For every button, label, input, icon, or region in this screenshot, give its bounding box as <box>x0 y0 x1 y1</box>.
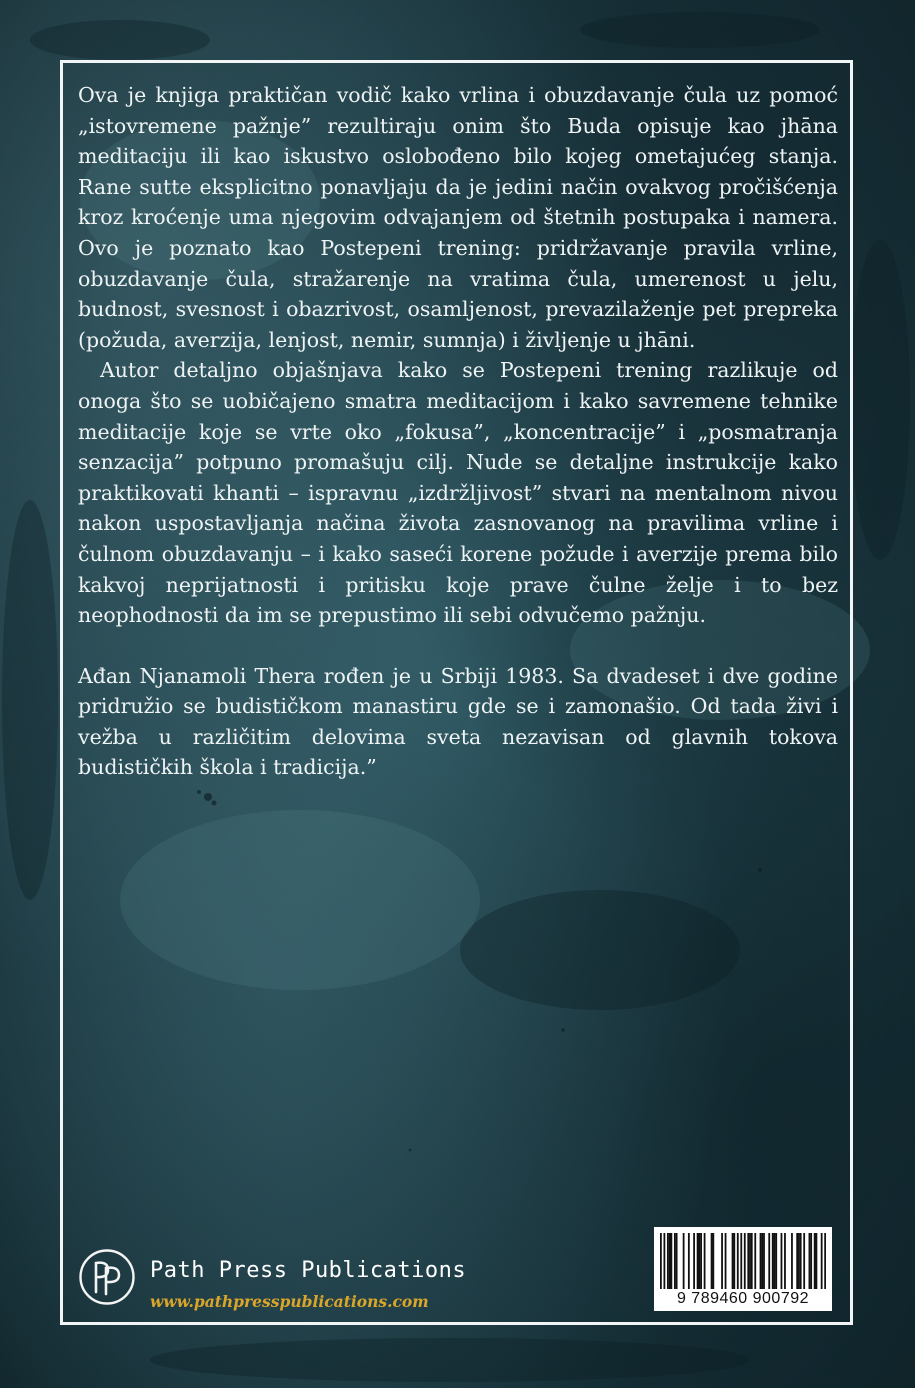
barcode-bar <box>747 1233 749 1289</box>
barcode-bar <box>791 1233 793 1289</box>
publisher-name: Path Press Publications <box>150 1258 467 1283</box>
barcode-bar <box>800 1233 802 1289</box>
barcode-bar <box>816 1233 818 1289</box>
barcode-bar <box>704 1233 706 1289</box>
barcode-bar <box>663 1233 665 1289</box>
description-paragraph-2: Autor detaljno objašnjava kako se Postepeni trening razlikuje od onoga što se uobičajeno smatra meditacijom i kako savremene tehnike meditacije koje se vrte oko „fokusa”, „koncentracije” i „posmatranja senzacija” potpuno promašuju cilj. Nude se detaljne instrukcije kako praktikovati khanti – ispravnu „izdržljivost” stvari na mentalnom nivou nakon uspostavljanja načina života zasnovanog na pravilima vrline i čulnom obuzdavanju – i kako saseći korene požude i averzije prema bilo kakvoj neprijatnosti i pritisku koje prave čulne želje i to bez neophodnosti da im se prepustimo ili sebi odvučemo pažnju. <box>78 358 838 628</box>
barcode-bar <box>725 1233 727 1289</box>
barcode-bar <box>697 1233 699 1289</box>
barcode-bars <box>660 1233 826 1289</box>
barcode-bar <box>667 1233 669 1289</box>
barcode-bar <box>763 1233 765 1289</box>
author-bio: Ađan Njanamoli Thera rođen je u Srbiji 1983. Sa dvadeset i dve godine pridružio se budističkom manastiru gde se i zamonašio. Od tada živi i vežba u različitim delovima sveta nezavisan od glavnih tokova budističkih škola i tradicija.” <box>78 663 838 780</box>
barcode-bar <box>761 1233 763 1289</box>
barcode-bar <box>740 1233 742 1289</box>
barcode-bar <box>737 1233 739 1289</box>
barcode-bar <box>669 1233 671 1289</box>
pp-monogram-seal-icon <box>78 1248 136 1306</box>
barcode-bar <box>712 1233 714 1289</box>
barcode-bar <box>809 1233 811 1289</box>
barcode-bar <box>683 1233 685 1289</box>
barcode-bar <box>798 1233 800 1289</box>
barcode-bar <box>751 1233 753 1289</box>
barcode-bar <box>772 1233 774 1289</box>
barcode-bar <box>810 1233 812 1289</box>
barcode-bar <box>796 1233 798 1289</box>
barcode-bar <box>774 1233 776 1289</box>
description-paragraph-1: Ova je knjiga praktičan vodič kako vrlina i obuzdavanje čula uz pomoć „istovremene pažnje” rezultiraju onim što Buda opisuje kao jhāna meditaciju ili kao iskustvo oslobođeno bilo kojeg ometajućeg stanja. Rane sutte eksplicitno ponavljaju da je jedini način ovakvog pročišćenja kroz kroćenje uma njegovim odvajanjem od štetnih postupaka i namera. Ovo je poznato kao Postepeni trening: pridržavanje pravila vrline, obuzdavanje čula, stražarenje na vratima čula, umerenost u jelu, budnost, svesnost i obazrivost, osamljenost, prevazilaženje pet prepreka (požuda, averzija, lenjost, nemir, sumnja) i življenje u jhāni. <box>78 83 838 352</box>
barcode-bar <box>754 1233 756 1289</box>
barcode-bar <box>775 1233 777 1289</box>
barcode-bar <box>698 1233 700 1289</box>
publisher-url[interactable]: www.pathpresspublications.com <box>150 1292 429 1311</box>
barcode-bar <box>814 1233 816 1289</box>
barcode-bar <box>693 1233 695 1289</box>
publisher-block <box>78 1246 578 1316</box>
barcode-number: 9 789460 900792 <box>676 1290 810 1307</box>
barcode-bar <box>700 1233 702 1289</box>
barcode-bar <box>688 1233 690 1289</box>
barcode-bar <box>749 1233 751 1289</box>
barcode-bar <box>660 1233 662 1289</box>
barcode-bar <box>824 1233 826 1289</box>
barcode-bar <box>676 1233 678 1289</box>
barcode-bar <box>821 1233 823 1289</box>
barcode-bar <box>784 1233 786 1289</box>
barcode-bar <box>744 1233 746 1289</box>
barcode-bar <box>670 1233 672 1289</box>
barcode-bar <box>711 1233 713 1289</box>
back-cover-text <box>78 80 838 783</box>
barcode-bar <box>674 1233 676 1289</box>
barcode-bar <box>781 1233 783 1289</box>
barcode-bar <box>732 1233 734 1289</box>
barcode-bar <box>733 1233 735 1289</box>
barcode-bar <box>803 1233 805 1289</box>
isbn-barcode <box>654 1227 832 1311</box>
barcode-bar <box>768 1233 770 1289</box>
barcode-bar <box>760 1233 762 1289</box>
barcode-bar <box>721 1233 723 1289</box>
